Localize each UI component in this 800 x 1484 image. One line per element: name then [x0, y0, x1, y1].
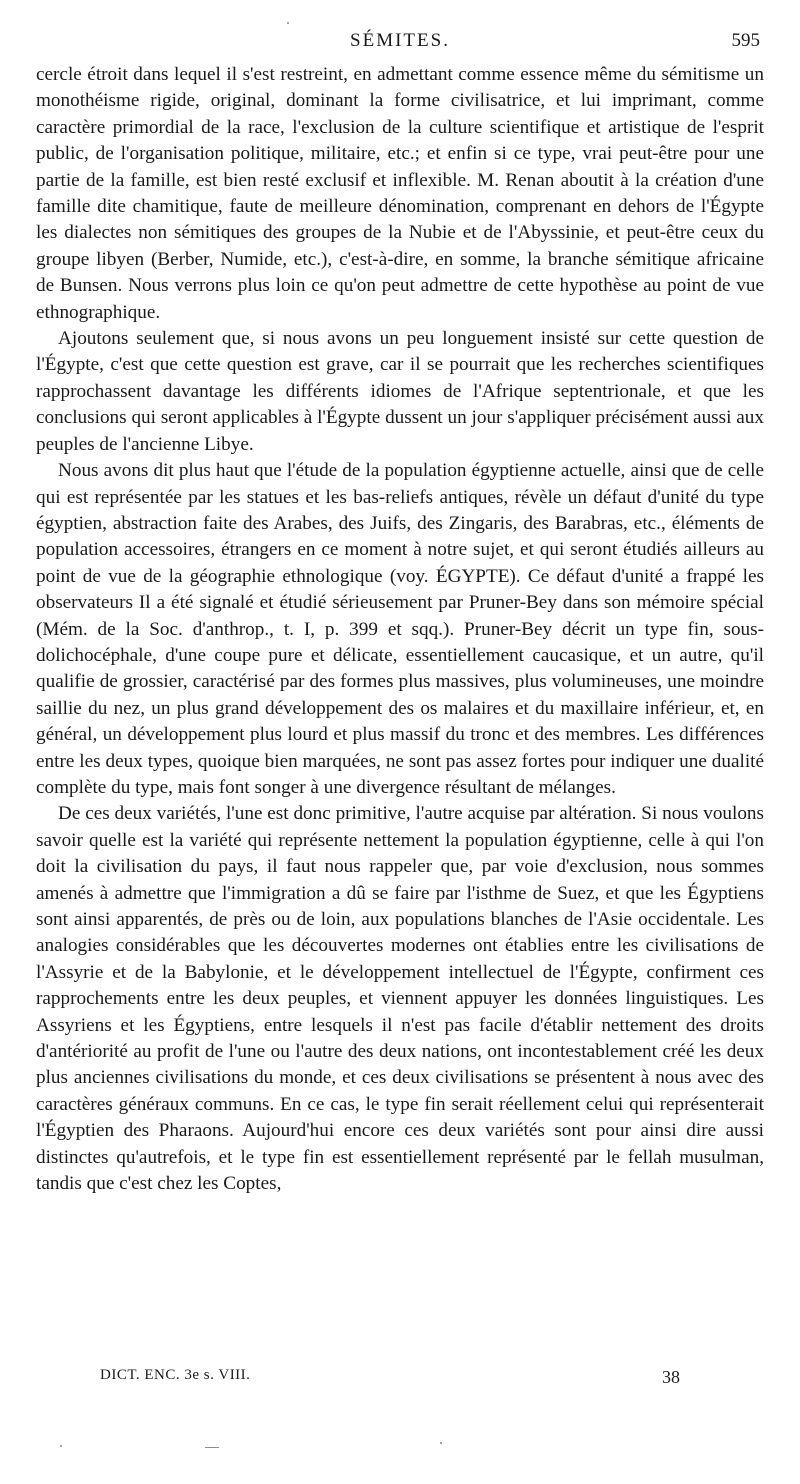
scan-speck: [287, 22, 289, 24]
paragraph-3: Nous avons dit plus haut que l'étude de la population égyptienne actuelle, ainsi que de celle qui est représentée par les statues et les bas-reliefs antiques, révèle un défaut d'unité du type égyptien, abstraction faite des Arabes, des Juifs, des Zingaris, des Barabras, etc., éléments de population accessoires, étrangers en ce moment à notre sujet, et qui seront étudiés ailleurs au point de vue de la géographie ethnologique (voy. ÉGYPTE). Ce défaut d'unité a frappé les observateurs Il a été signalé et étudié sérieusement par Pruner-Bey dans son mémoire spécial (Mém. de la Soc. d'anthrop., t. I, p. 399 et sqq.). Pruner-Bey décrit un type fin, sous-dolichocéphale, d'une coupe pure et délicate, essentiellement caucasique, et un autre, qu'il qualifie de grossier, caractérisé par des formes plus massives, plus volumineuses, une moindre saillie du nez, un plus grand développement des os malaires et du maxillaire inférieur, et, en général, un développement plus lourd et plus massif du tronc et des membres. Les différences entre les deux types, quoique bien marquées, ne sont pas assez fortes pour indiquer une dualité complète du type, mais font songer à une divergence résultant de mélanges.: [36, 460, 764, 798]
page-number: 595: [731, 30, 760, 51]
page-header: [36, 30, 764, 56]
scan-speck: [205, 1447, 219, 1448]
body-text: [36, 62, 764, 1197]
paragraph-1: cercle étroit dans lequel il s'est restreint, en admettant comme essence même du sémitisme un monothéisme rigide, original, dominant la forme civilisatrice, et lui imprimant, comme caractère primordial de la race, l'exclusion de la culture scientifique et artistique de l'esprit public, de l'organisation politique, militaire, etc.; et enfin si ce type, vrai peut-être pour une partie de la famille, est bien resté exclusif et inflexible. M. Renan aboutit à la création d'une famille dite chamitique, faute de meilleure dénomination, comprenant en dehors de l'Égypte les dialectes non sémitiques des groupes de la Nubie et de l'Abyssinie, et peut-être ceux du groupe libyen (Berber, Numide, etc.), c'est-à-dire, en somme, la branche sémitique africaine de Bunsen. Nous verrons plus loin ce qu'on peut admettre de cette hypothèse au point de vue ethnographique.: [36, 64, 764, 323]
scan-speck: [440, 1442, 442, 1444]
scan-speck: [60, 1445, 62, 1447]
paragraph-4: De ces deux variétés, l'une est donc primitive, l'autre acquise par altération. Si nous voulons savoir quelle est la variété qui représente nettement la population égyptienne, celle à qui l'on doit la civilisation du pays, il faut nous rappeler que, par voie d'exclusion, nous sommes amenés à admettre que l'immigration a dû se faire par l'isthme de Suez, et que les Égyptiens sont ainsi apparentés, de près ou de loin, aux populations blanches de l'Asie occidentale. Les analogies considérables que les découvertes modernes ont établies entre les civilisations de l'Assyrie et de la Babylonie, et le développement intellectuel de l'Égypte, confirment ces rapprochements entre les deux peuples, et viennent appuyer les données linguistiques. Les Assyriens et les Égyptiens, entre lesquels il n'est pas facile d'établir nettement des droits d'antériorité au profit de l'une ou l'autre des deux nations, ont incontestablement créé les deux plus anciennes civilisations du monde, et ces deux civilisations se présentent à nous avec des caractères généraux communs. En ce cas, le type fin serait réellement celui qui représenterait l'Égyptien des Pharaons. Aujourd'hui encore ces deux variétés sont pour ainsi dire aussi distinctes qu'autrefois, et le type fin est essentiellement représenté par le fellah musulman, tandis que c'est chez les Coptes,: [36, 803, 764, 1195]
running-title: SÉMITES.: [350, 30, 450, 51]
signature-number: 38: [662, 1367, 680, 1387]
paragraph-2: Ajoutons seulement que, si nous avons un peu longuement insisté sur cette question de l'Égypte, c'est que cette question est grave, car il se pourrait que les recherches scientifiques rapprochassent davantage les différents idiomes de l'Afrique septentrionale, et que les conclusions qui seront applicables à l'Égypte dussent un jour s'appliquer précisément aussi aux peuples de l'ancienne Libye.: [36, 328, 764, 455]
printer-signature: DICT. ENC. 3e s. VIII.: [100, 1367, 251, 1383]
